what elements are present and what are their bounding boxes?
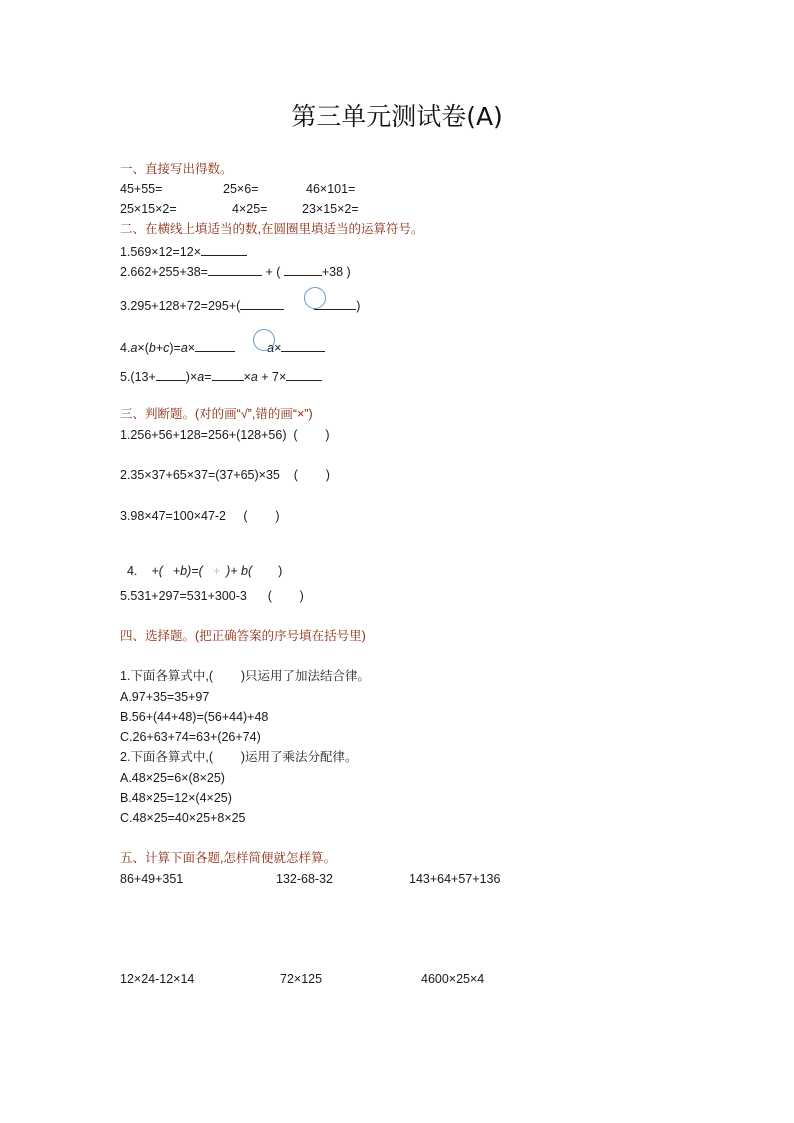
s5-r1-item-2: 132-68-32 <box>276 872 333 886</box>
s2-q4-var-a1: a <box>130 341 138 355</box>
s2-q4-var-a3: a <box>267 341 275 355</box>
s1-r1-item-2: 25×6= <box>223 182 259 196</box>
section1-heading: 一、直接写出得数。 <box>120 162 233 176</box>
s2-q5-blank-2[interactable] <box>212 367 244 381</box>
s3-q1: 1.256+56+128=256+(128+56) ( ) <box>120 428 330 442</box>
s3-q4-num: 4. <box>126 564 138 578</box>
s2-q5-t3: = <box>204 370 212 384</box>
s3-q4-t3: )+ b( <box>226 564 253 578</box>
s1-r2-item-3: 23×15×2= <box>302 202 359 216</box>
s1-r1-item-3: 46×101= <box>306 182 356 196</box>
s2-q4-t1: ×( <box>137 341 149 355</box>
s2-q3-blank-1[interactable] <box>240 296 284 310</box>
page-title: 第三单元测试卷(A) <box>291 102 503 131</box>
s2-q4-t4: × <box>187 341 196 355</box>
s2-q4-t5: × <box>274 341 282 355</box>
s2-q1-text: 1.569×12=12× <box>120 245 201 259</box>
s5-r2-item-2: 72×125 <box>280 972 323 986</box>
s3-q4-t1: +( <box>151 564 163 578</box>
s2-q3-text-a: 3.295+128+72=295+( <box>120 299 241 313</box>
s4-q2-option-a: A.48×25=6×(8×25) <box>120 771 225 785</box>
s2-q2-blank-1[interactable] <box>208 262 262 276</box>
s3-q4-faded-plus: + <box>212 564 221 578</box>
s2-q2-blank-2[interactable] <box>284 262 322 276</box>
s2-q2-text-c: +38 ) <box>321 265 351 279</box>
s2-q3-operator-circle[interactable] <box>304 287 326 309</box>
section3-heading: 三、判断题。(对的画“√”,错的画“×”) <box>120 407 313 421</box>
s2-q4-blank-2[interactable] <box>281 338 325 352</box>
s4-q2-option-c: C.48×25=40×25+8×25 <box>120 811 246 825</box>
s4-q1-option-a: A.97+35=35+97 <box>120 690 210 704</box>
s3-q4 <box>120 547 282 579</box>
s2-q1 <box>120 242 247 260</box>
s2-q3-text-b: ) <box>356 299 361 313</box>
s2-q5-blank-3[interactable] <box>286 367 322 381</box>
s4-q1-option-b: B.56+(44+48)=(56+44)+48 <box>120 710 269 724</box>
s3-q4-close: ) <box>278 564 283 578</box>
s3-q3: 3.98×47=100×47-2 ( ) <box>120 509 280 523</box>
section2-heading: 二、在横线上填适当的数,在圆圈里填适当的运算符号。 <box>120 222 424 236</box>
s2-q1-blank[interactable] <box>201 242 247 256</box>
s5-r2-item-1: 12×24-12×14 <box>120 972 195 986</box>
s2-q4-var-b: b <box>148 341 156 355</box>
s2-q5-t2: )× <box>185 370 198 384</box>
s1-r1-item-1: 45+55= <box>120 182 163 196</box>
s2-q5-var-a1: a <box>197 370 205 384</box>
s2-q5-var-a2: a <box>250 370 258 384</box>
s2-q4-operator-circle[interactable] <box>253 329 275 351</box>
s3-q4-t2: +b)=( <box>172 564 203 578</box>
s3-q2: 2.35×37+65×37=(37+65)×35 ( ) <box>120 468 330 482</box>
s2-q2-text-a: 2.662+255+38= <box>120 265 208 279</box>
s2-q4-num: 4. <box>120 341 131 355</box>
s1-r2-item-1: 25×15×2= <box>120 202 177 216</box>
s5-r1-item-3: 143+64+57+136 <box>409 872 501 886</box>
s2-q4 <box>120 338 325 356</box>
s2-q5 <box>120 367 322 385</box>
s5-r2-item-3: 4600×25×4 <box>421 972 485 986</box>
s2-q5-t1: 5.(13+ <box>120 370 156 384</box>
s4-q2: 2.下面各算式中,( )运用了乘法分配律。 <box>120 750 358 764</box>
s2-q2-text-b: + ( <box>265 265 281 279</box>
s2-q4-t3: )= <box>169 341 181 355</box>
s2-q4-var-c: c <box>163 341 170 355</box>
s1-r2-item-2: 4×25= <box>232 202 268 216</box>
s3-q5: 5.531+297=531+300-3 ( ) <box>120 589 304 603</box>
section4-heading: 四、选择题。(把正确答案的序号填在括号里) <box>120 629 366 643</box>
s4-q1: 1.下面各算式中,( )只运用了加法结合律。 <box>120 669 371 683</box>
s2-q4-var-a2: a <box>180 341 188 355</box>
s2-q5-blank-1[interactable] <box>156 367 186 381</box>
s4-q1-option-c: C.26+63+74=63+(26+74) <box>120 730 261 744</box>
s2-q4-blank-1[interactable] <box>195 338 235 352</box>
s2-q2 <box>120 262 351 280</box>
section5-heading: 五、计算下面各题,怎样简便就怎样算。 <box>120 851 336 865</box>
s2-q5-t5: + 7× <box>261 370 287 384</box>
s4-q2-option-b: B.48×25=12×(4×25) <box>120 791 232 805</box>
s2-q4-t2: + <box>155 341 164 355</box>
s2-q5-t4: × <box>243 370 251 384</box>
s5-r1-item-1: 86+49+351 <box>120 872 184 886</box>
